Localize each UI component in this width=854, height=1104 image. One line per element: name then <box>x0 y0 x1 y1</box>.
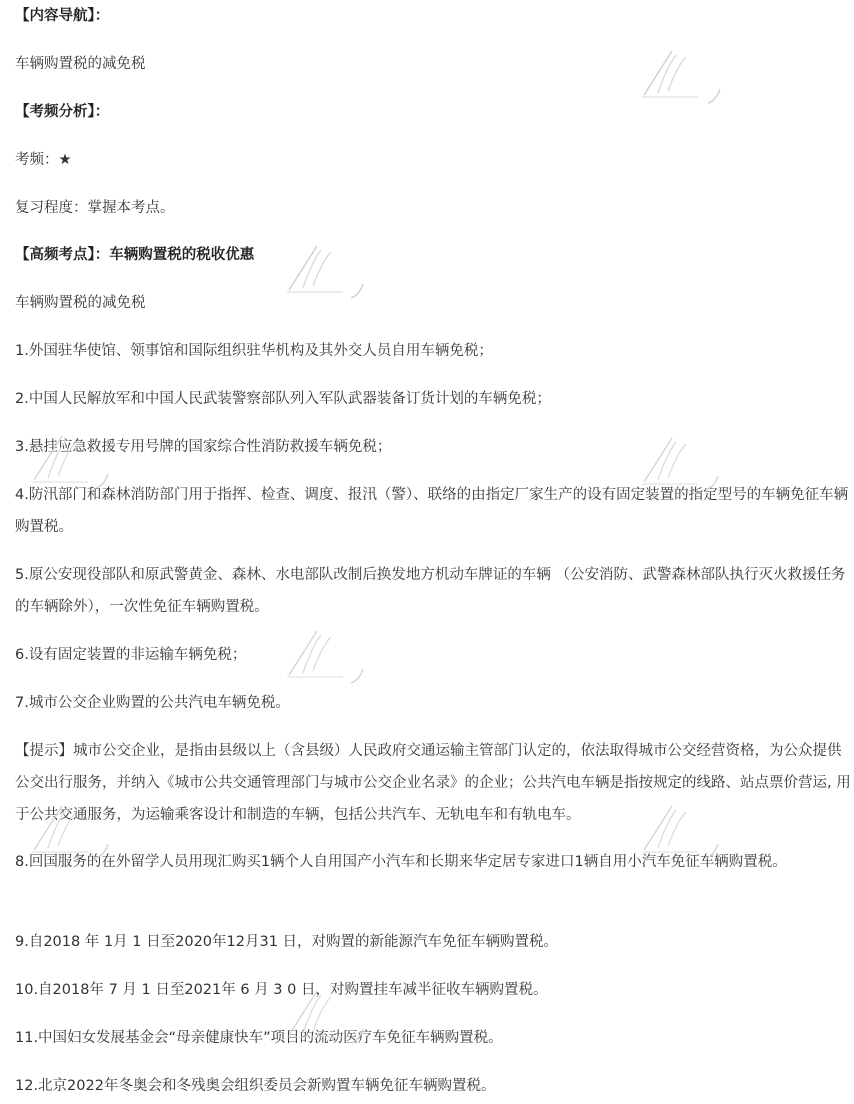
list-item: 1.外国驻华使馆、领事馆和国际组织驻华机构及其外交人员自用车辆免税； <box>15 343 493 359</box>
list-item: 2.中国人民解放军和中国人民武装警察部队列入军队武器装备订货计划的车辆免税； <box>15 391 551 407</box>
list-item: 8.回国服务的在外留学人员用现汇购买1辆个人自用国产小汽车和长期来华定居专家进口1辆自用小汽车免征车辆购置税。 <box>15 854 787 870</box>
content-nav-heading: 【内容导航】： <box>15 8 110 24</box>
key-point-subtitle: 车辆购置税的减免税 <box>15 295 146 311</box>
exam-analysis-heading: 【考频分析】： <box>15 104 110 120</box>
list-item: 7.城市公交企业购置的公共汽电车辆免税。 <box>15 695 290 711</box>
exam-frequency: 考频：★ <box>15 152 72 168</box>
key-point-heading: 【高频考点】：车辆购置税的税收优惠 <box>15 247 255 263</box>
list-item: 11.中国妇女发展基金会“母亲健康快车”项目的流动医疗车免征车辆购置税。 <box>15 1030 503 1046</box>
list-item: 10.自2018年 7 月 1 日至2021年 6 月 3 0 日，对购置挂车减半征收车辆购置税。 <box>15 982 548 998</box>
review-level: 复习程度：掌握本考点。 <box>15 200 175 216</box>
content-nav-text: 车辆购置税的减免税 <box>15 56 146 72</box>
list-item: 3.悬挂应急救援专用号牌的国家综合性消防救援车辆免税； <box>15 439 392 455</box>
list-item: 4.防汛部门和森林消防部门用于指挥、检查、调度、报汛（警）、联络的由指定厂家生产的设有固定装置的指定型号的车辆免征车辆购置税。 <box>15 487 849 535</box>
list-item: 6.设有固定装置的非运输车辆免税； <box>15 647 247 663</box>
list-item: 5.原公安现役部队和原武警黄金、森林、水电部队改制后换发地方机动车牌证的车辆 （公安消防、武警森林部队执行灭火救援任务的车辆除外），一次性免征车辆购置税。 <box>15 567 846 615</box>
list-item: 9.自2018 年 1月 1 日至2020年12月31 日，对购置的新能源汽车免征车辆购置税。 <box>15 934 559 950</box>
list-item: 12.北京2022年冬奥会和冬残奥会组织委员会新购置车辆免征车辆购置税。 <box>15 1078 496 1094</box>
tip-paragraph: 【提示】城市公交企业，是指由县级以上（含县级）人民政府交通运输主管部门认定的，依法取得城市公交经营资格，为公众提供公交出行服务，并纳入《城市公共交通管理部门与城市公交企业名录》的企业；公共汽电车辆是指按规定的线路、站点票价营运, 用于公共交通服务，为运输乘客设计和制造的车辆，包括公共汽车、无轨电车和有轨电车。 <box>15 743 851 823</box>
